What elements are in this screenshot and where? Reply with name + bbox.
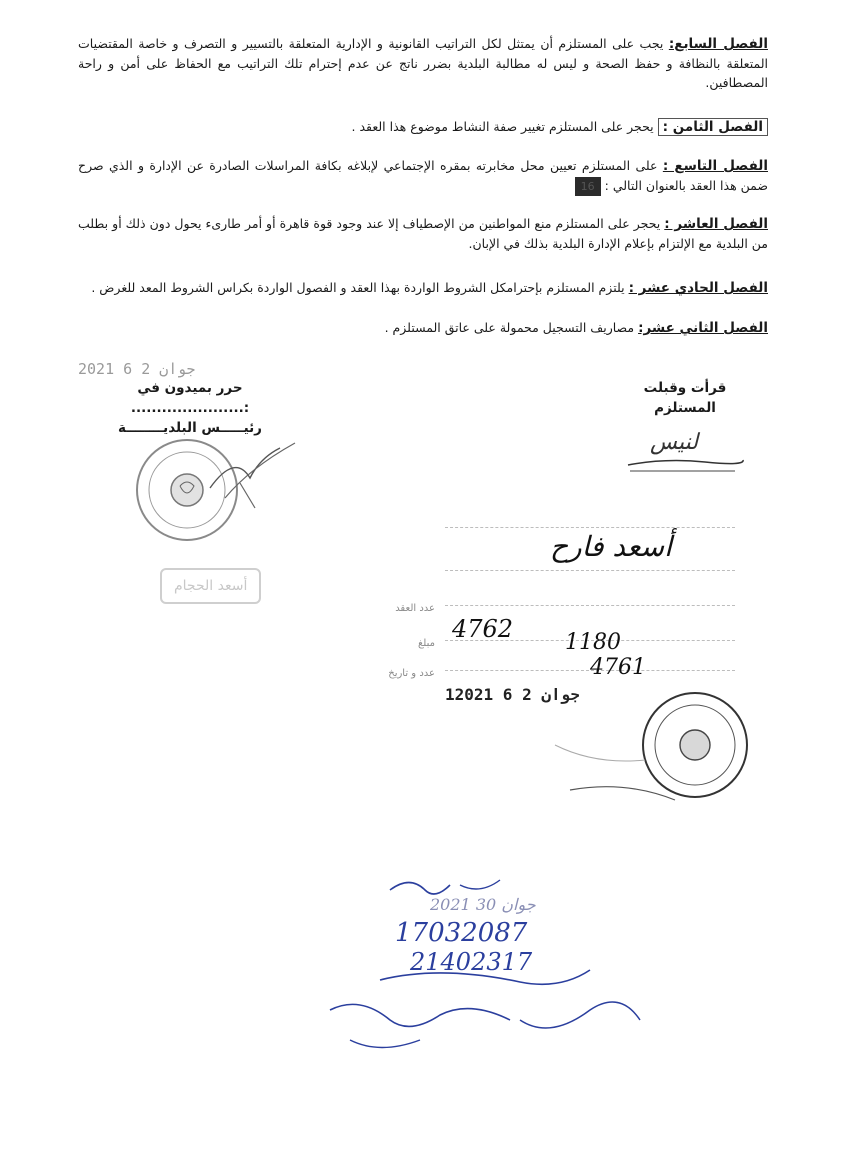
redacted-address: 16 [575,177,601,196]
article-10-title: الفصل العاشر : [664,216,768,232]
legal-date: 12021 جوان 2 6 [445,685,580,704]
legal-number-3: 4761 [590,655,646,680]
article-7 [78,34,768,92]
article-9-text: على المستلزم تعيين محل مخابرته بمقره الإجتماعي لإبلاغه بكافة المراسلات الصادرة عن الإدارة و الذي صرح ضمن هذا العقد بالعنوان التالي : [78,158,768,193]
article-12-title: الفصل الثاني عشر: [638,320,768,336]
written-in-label: حرر بميدون في :...................... [130,380,250,416]
read-accepted-label: قرأت وقبلت [643,380,727,396]
legal-label-3: عدد و تاريخ [388,668,435,679]
lessee-title: المستلزم [654,400,716,416]
article-7-text: يجب على المستلزم أن يمتثل لكل التراتيب القانونية و الإدارية المتعلقة بالتسيير و التصرف و خاصة المقتضيات المتعلقة بالنظافة و حفظ الصحة و ليس له مطالبة البلدية بضرر ناتج عن عدم إحترام تلك التراتيب مع الحفاظ على أمن و راحة المصطافين. [78,36,768,90]
article-11-text: يلتزم المستلزم بإحترامكل الشروط الواردة بهذا العقد و الفصول الواردة بكراس الشروط المعد للغرض . [91,280,625,295]
article-8 [78,117,768,137]
mayor-title: رئيـــــس البلديــــــــة [118,420,262,436]
article-9 [78,156,768,196]
bottom-date-stamp: 2021 جوان 30 [430,895,536,914]
name-stamp: أسعد الحجام [160,568,261,604]
article-7-title: الفصل السابع: [668,36,768,52]
legal-number-2: 1180 [565,630,621,655]
article-11 [78,278,768,298]
bottom-number-1: 17032087 [395,918,528,948]
mayor-block [80,378,300,438]
legalization-seal [545,680,755,820]
article-10-text: يحجر على المستلزم منع المواطنين من الإصطياف إلا عند وجود قوة قاهرة أو أمر طارىء يحول دون ذلك أو بطلب من البلدية مع الإلتزام بإعلام الإدارة البلدية بذلك في الإبان. [78,216,768,251]
lessee-signature-line [625,450,745,475]
legal-label-1: عدد العقد [395,603,435,614]
legal-number-1: 4762 [452,615,514,643]
article-8-title: الفصل الثامن : [658,118,768,136]
legal-label-2: مبلغ [417,638,435,649]
article-10 [78,214,768,253]
municipality-seal [130,438,300,548]
legal-handwritten-name: أسعد فارح [550,530,672,563]
article-8-text: يحجر على المستلزم تغيير صفة النشاط موضوع هذا العقد . [351,119,654,134]
bottom-number-2: 21402317 [410,948,533,976]
article-9-title: الفصل التاسع : [662,158,768,174]
date-stamp-top: 2021 جوان 2 6 [78,360,196,378]
article-12 [78,318,768,338]
article-11-title: الفصل الحادي عشر : [628,280,768,296]
article-12-text: مصاريف التسجيل محمولة على عاتق المستلزم . [384,320,635,335]
lessee-signature-text: لنيس [650,430,699,455]
lessee-block [630,378,740,418]
